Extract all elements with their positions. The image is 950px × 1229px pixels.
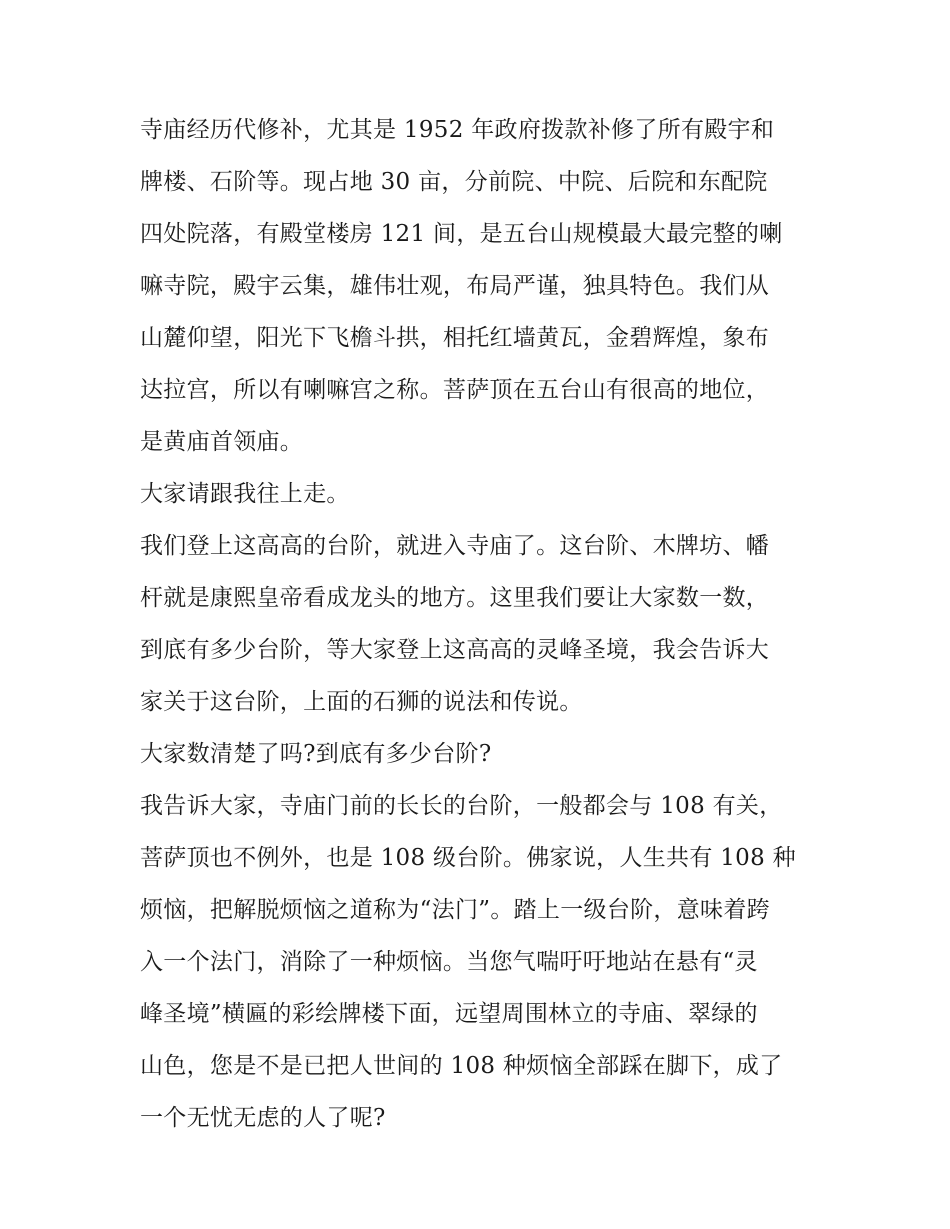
text-line: 四处院落，有殿堂楼房 121 间，是五台山规模最大最完整的喇 <box>140 221 783 247</box>
text-line: 达拉宫，所以有喇嘛宫之称。菩萨顶在五台山有很高的地位， <box>140 377 770 403</box>
text-line: 山色，您是不是已把人世间的 108 种烦恼全部踩在脚下，成了 <box>140 1053 783 1079</box>
text-line: 峰圣境”横匾的彩绘牌楼下面，远望周围林立的寺庙、翠绿的 <box>140 1001 758 1027</box>
text-line: 家关于这台阶，上面的石狮的说法和传说。 <box>140 689 583 715</box>
text-line: 菩萨顶也不例外，也是 108 级台阶。佛家说，人生共有 108 种 <box>140 845 796 871</box>
text-line: 烦恼，把解脱烦恼之道称为“法门”。踏上一级台阶，意味着跨 <box>140 897 770 923</box>
text-line: 入一个法门，消除了一种烦恼。当您气喘吁吁地站在悬有“灵 <box>140 949 758 975</box>
text-line: 到底有多少台阶，等大家登上这高高的灵峰圣境，我会告诉大 <box>140 637 770 663</box>
document-body <box>140 104 840 1144</box>
text-line: 我们登上这高高的台阶，就进入寺庙了。这台阶、木牌坊、幡 <box>140 533 770 559</box>
text-line: 嘛寺院，殿宇云集，雄伟壮观，布局严谨，独具特色。我们从 <box>140 273 770 299</box>
text-line: 牌楼、石阶等。现占地 30 亩，分前院、中院、后院和东配院 <box>140 169 768 195</box>
text-line: 山麓仰望，阳光下飞檐斗拱，相托红墙黄瓦，金碧辉煌，象布 <box>140 325 770 351</box>
text-line: 我告诉大家，寺庙门前的长长的台阶，一般都会与 108 有关， <box>140 793 783 819</box>
text-line: 杆就是康熙皇帝看成龙头的地方。这里我们要让大家数一数， <box>140 585 770 611</box>
text-line: 大家请跟我往上走。 <box>140 481 350 507</box>
text-line: 是黄庙首领庙。 <box>140 429 304 455</box>
text-line: 寺庙经历代修补，尤其是 1952 年政府拨款补修了所有殿宇和 <box>140 117 775 143</box>
text-line: 大家数清楚了吗?到底有多少台阶? <box>140 741 492 767</box>
text-line: 一个无忧无虑的人了呢? <box>140 1105 386 1131</box>
